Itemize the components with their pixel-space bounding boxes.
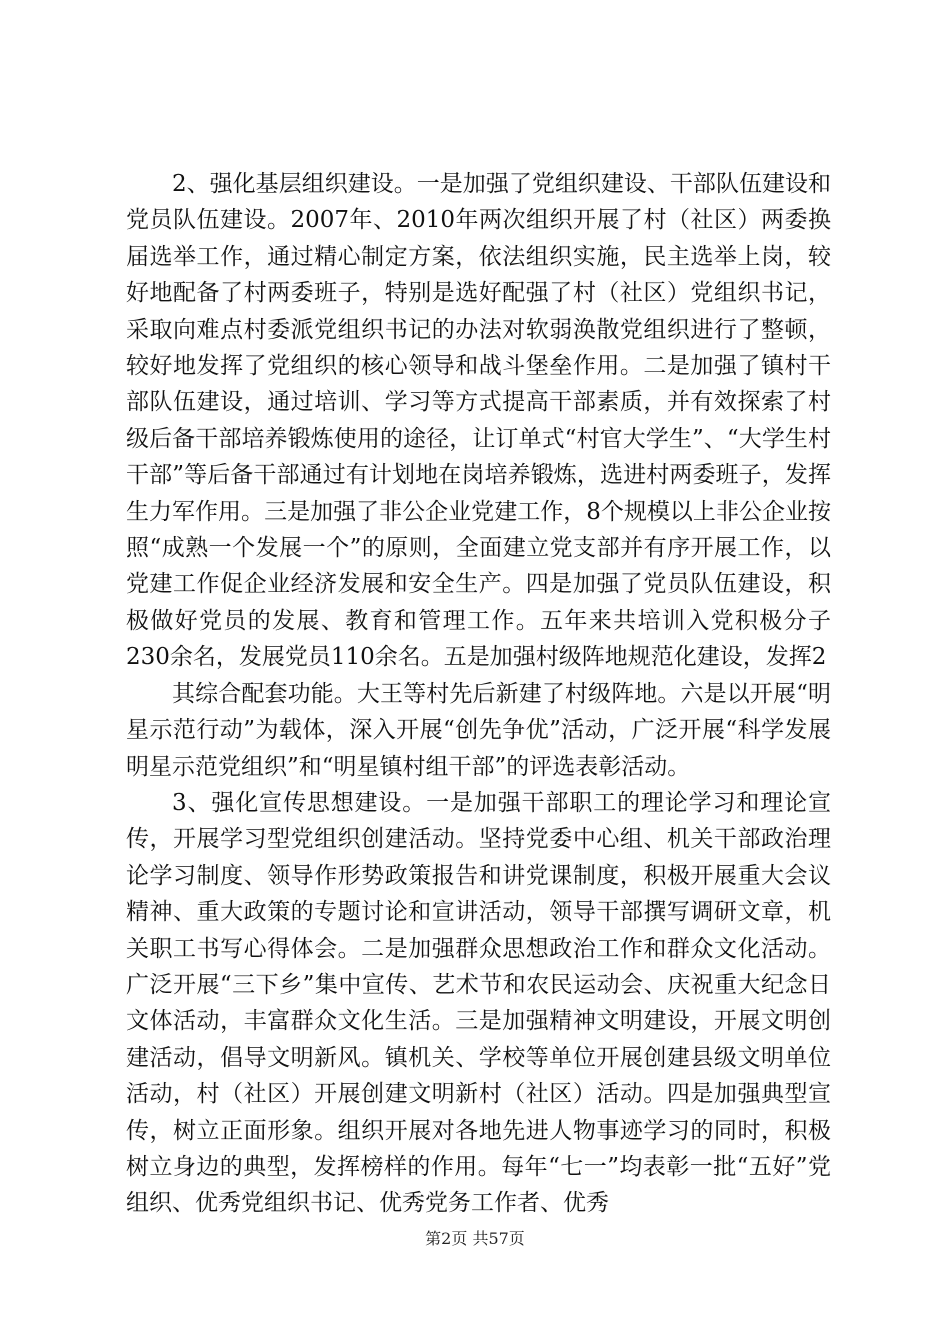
paragraph-grassroots-organization: 2、强化基层组织建设。一是加强了党组织建设、干部队伍建设和党员队伍建设。2007年、2010年两次组织开展了村（社区）两委换届选举工作，通过精心制定方案，依法组织实施，民主选举上岗，较好地配备了村两委班子，特别是选好配强了村（社区）党组织书记，采取向难点村委派党组织书记的办法对软弱涣散党组织进行了整顿，较好地发挥了党组织的核心领导和战斗堡垒作用。二是加强了镇村干部队伍建设，通过培训、学习等方式提高干部素质，并有效探索了村级后备干部培养锻炼使用的途径，让订单式“村官大学生”、“大学生村干部”等后备干部通过有计划地在岗培养锻炼，选进村两委班子，发挥生力军作用。三是加强了非公企业党建工作，8个规模以上非公企业按照“成熟一个发展一个”的原则，全面建立党支部并有序开展工作，以党建工作促企业经济发展和安全生产。四是加强了党员队伍建设，积极做好党员的发展、教育和管理工作。五年来共培训入党积极分子230余名，发展党员110余名。五是加强村级阵地规范化建设，发挥2	[126, 171, 831, 671]
document-body	[126, 166, 831, 1222]
paragraph-supporting-functions: 其综合配套功能。大王等村先后新建了村级阵地。六是以开展“明星示范行动”为载体，深入开展“创先争优”活动，广泛开展“科学发展明星示范党组织”和“明星镇村组干部”的评选表彰活动。	[126, 680, 831, 780]
page-number-footer: 第2页 共57页	[425, 1229, 525, 1248]
paragraph-publicity-ideology: 3、强化宣传思想建设。一是加强干部职工的理论学习和理论宣传，开展学习型党组织创建活动。坚持党委中心组、机关干部政治理论学习制度、领导作形势政策报告和讲党课制度，积极开展重大会议精神、重大政策的专题讨论和宣讲活动，领导干部撰写调研文章，机关职工书写心得体会。二是加强群众思想政治工作和群众文化活动。广泛开展“三下乡”集中宣传、艺术节和农民运动会、庆祝重大纪念日文体活动，丰富群众文化生活。三是加强精神文明建设，开展文明创建活动，倡导文明新风。镇机关、学校等单位开展创建县级文明单位活动，村（社区）开展创建文明新村（社区）活动。四是加强典型宣传，树立正面形象。组织开展对各地先进人物事迹学习的同时，积极树立身边的典型，发挥榜样的作用。每年“七一”均表彰一批“五好”党组织、优秀党组织书记、优秀党务工作者、优秀	[126, 789, 831, 1217]
